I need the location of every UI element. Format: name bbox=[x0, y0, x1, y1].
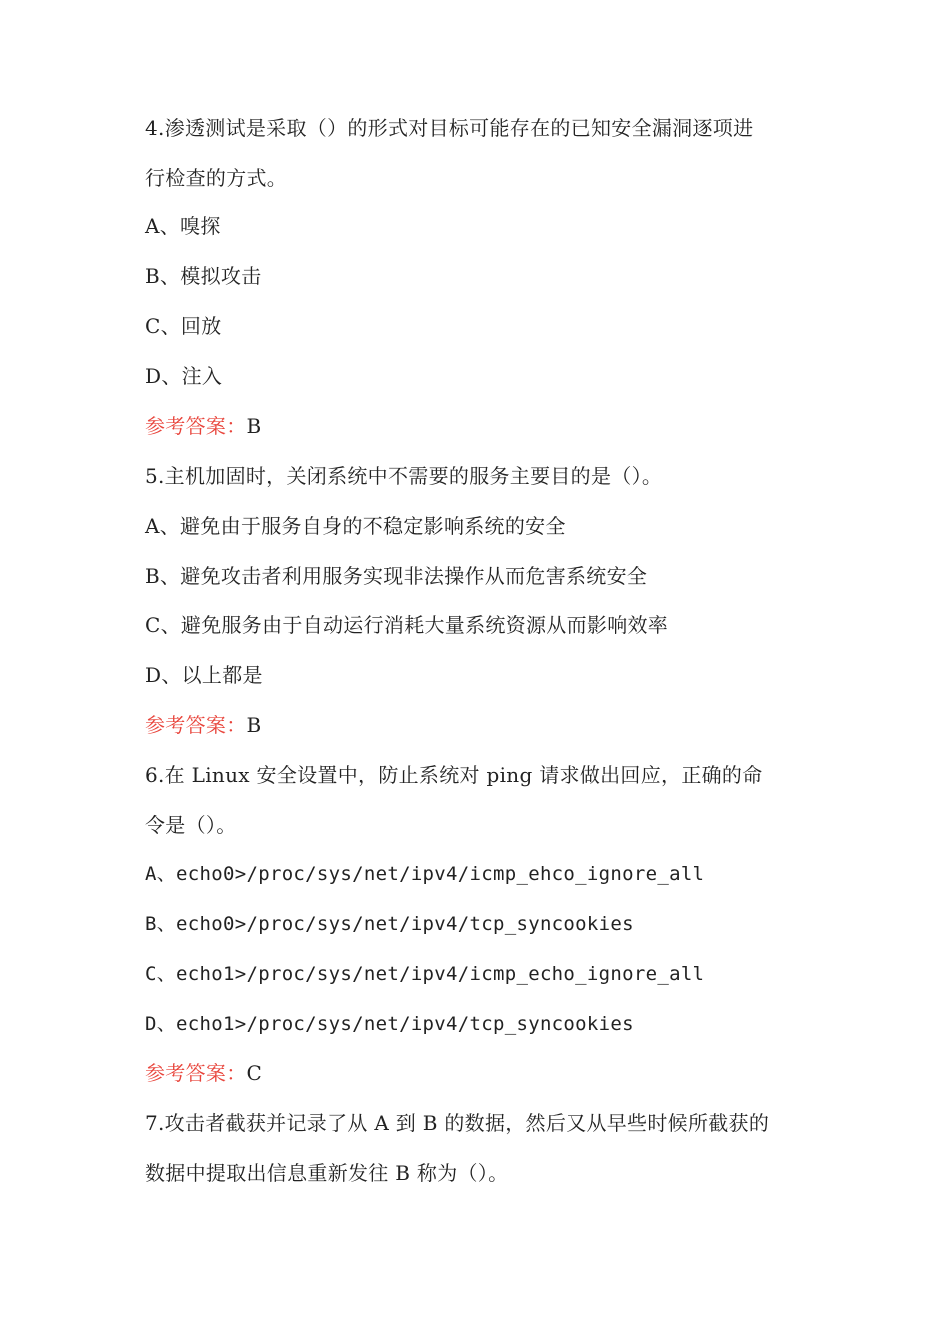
question-4-answer bbox=[145, 412, 262, 440]
answer-label: 参考答案： bbox=[145, 1061, 247, 1085]
question-4-option-a: A、嗅探 bbox=[145, 214, 221, 238]
question-4-option-c: C、回放 bbox=[145, 314, 222, 338]
question-4-stem-line-2: 行检查的方式。 bbox=[145, 166, 288, 190]
answer-value: B bbox=[246, 414, 262, 438]
question-5-option-c: C、避免服务由于自动运行消耗大量系统资源从而影响效率 bbox=[145, 613, 669, 637]
question-5-answer bbox=[145, 711, 262, 739]
question-6-option-c: C、echo1>/proc/sys/net/ipv4/icmp_echo_ignore_all bbox=[145, 963, 705, 985]
answer-label: 参考答案： bbox=[145, 713, 247, 737]
answer-value: C bbox=[246, 1061, 263, 1085]
question-5-option-b: B、避免攻击者利用服务实现非法操作从而危害系统安全 bbox=[145, 564, 648, 588]
question-4-option-d: D、注入 bbox=[145, 364, 223, 388]
question-5-stem-line-1: 5.主机加固时，关闭系统中不需要的服务主要目的是（）。 bbox=[145, 464, 663, 488]
question-4-option-b: B、模拟攻击 bbox=[145, 264, 262, 288]
answer-value: B bbox=[246, 713, 262, 737]
question-6-option-a: A、echo0>/proc/sys/net/ipv4/icmp_ehco_ignore_all bbox=[145, 863, 705, 885]
question-6-option-d: D、echo1>/proc/sys/net/ipv4/tcp_syncookies bbox=[145, 1013, 634, 1035]
question-6-stem-line-1: 6.在 Linux 安全设置中，防止系统对 ping 请求做出回应，正确的命 bbox=[145, 763, 763, 787]
question-6-option-b: B、echo0>/proc/sys/net/ipv4/tcp_syncookies bbox=[145, 913, 634, 935]
answer-label: 参考答案： bbox=[145, 414, 247, 438]
question-5-option-a: A、避免由于服务自身的不稳定影响系统的安全 bbox=[145, 514, 566, 538]
question-6-stem-line-2: 令是（）。 bbox=[145, 813, 237, 837]
question-7-stem-line-1: 7.攻击者截获并记录了从 A 到 B 的数据，然后又从早些时候所截获的 bbox=[145, 1111, 770, 1135]
question-4-stem-line-1: 4.渗透测试是采取（）的形式对目标可能存在的已知安全漏洞逐项进 bbox=[145, 116, 754, 140]
question-7-stem-line-2: 数据中提取出信息重新发往 B 称为（）。 bbox=[145, 1161, 509, 1185]
question-5-option-d: D、以上都是 bbox=[145, 663, 263, 687]
question-6-answer bbox=[145, 1059, 262, 1087]
